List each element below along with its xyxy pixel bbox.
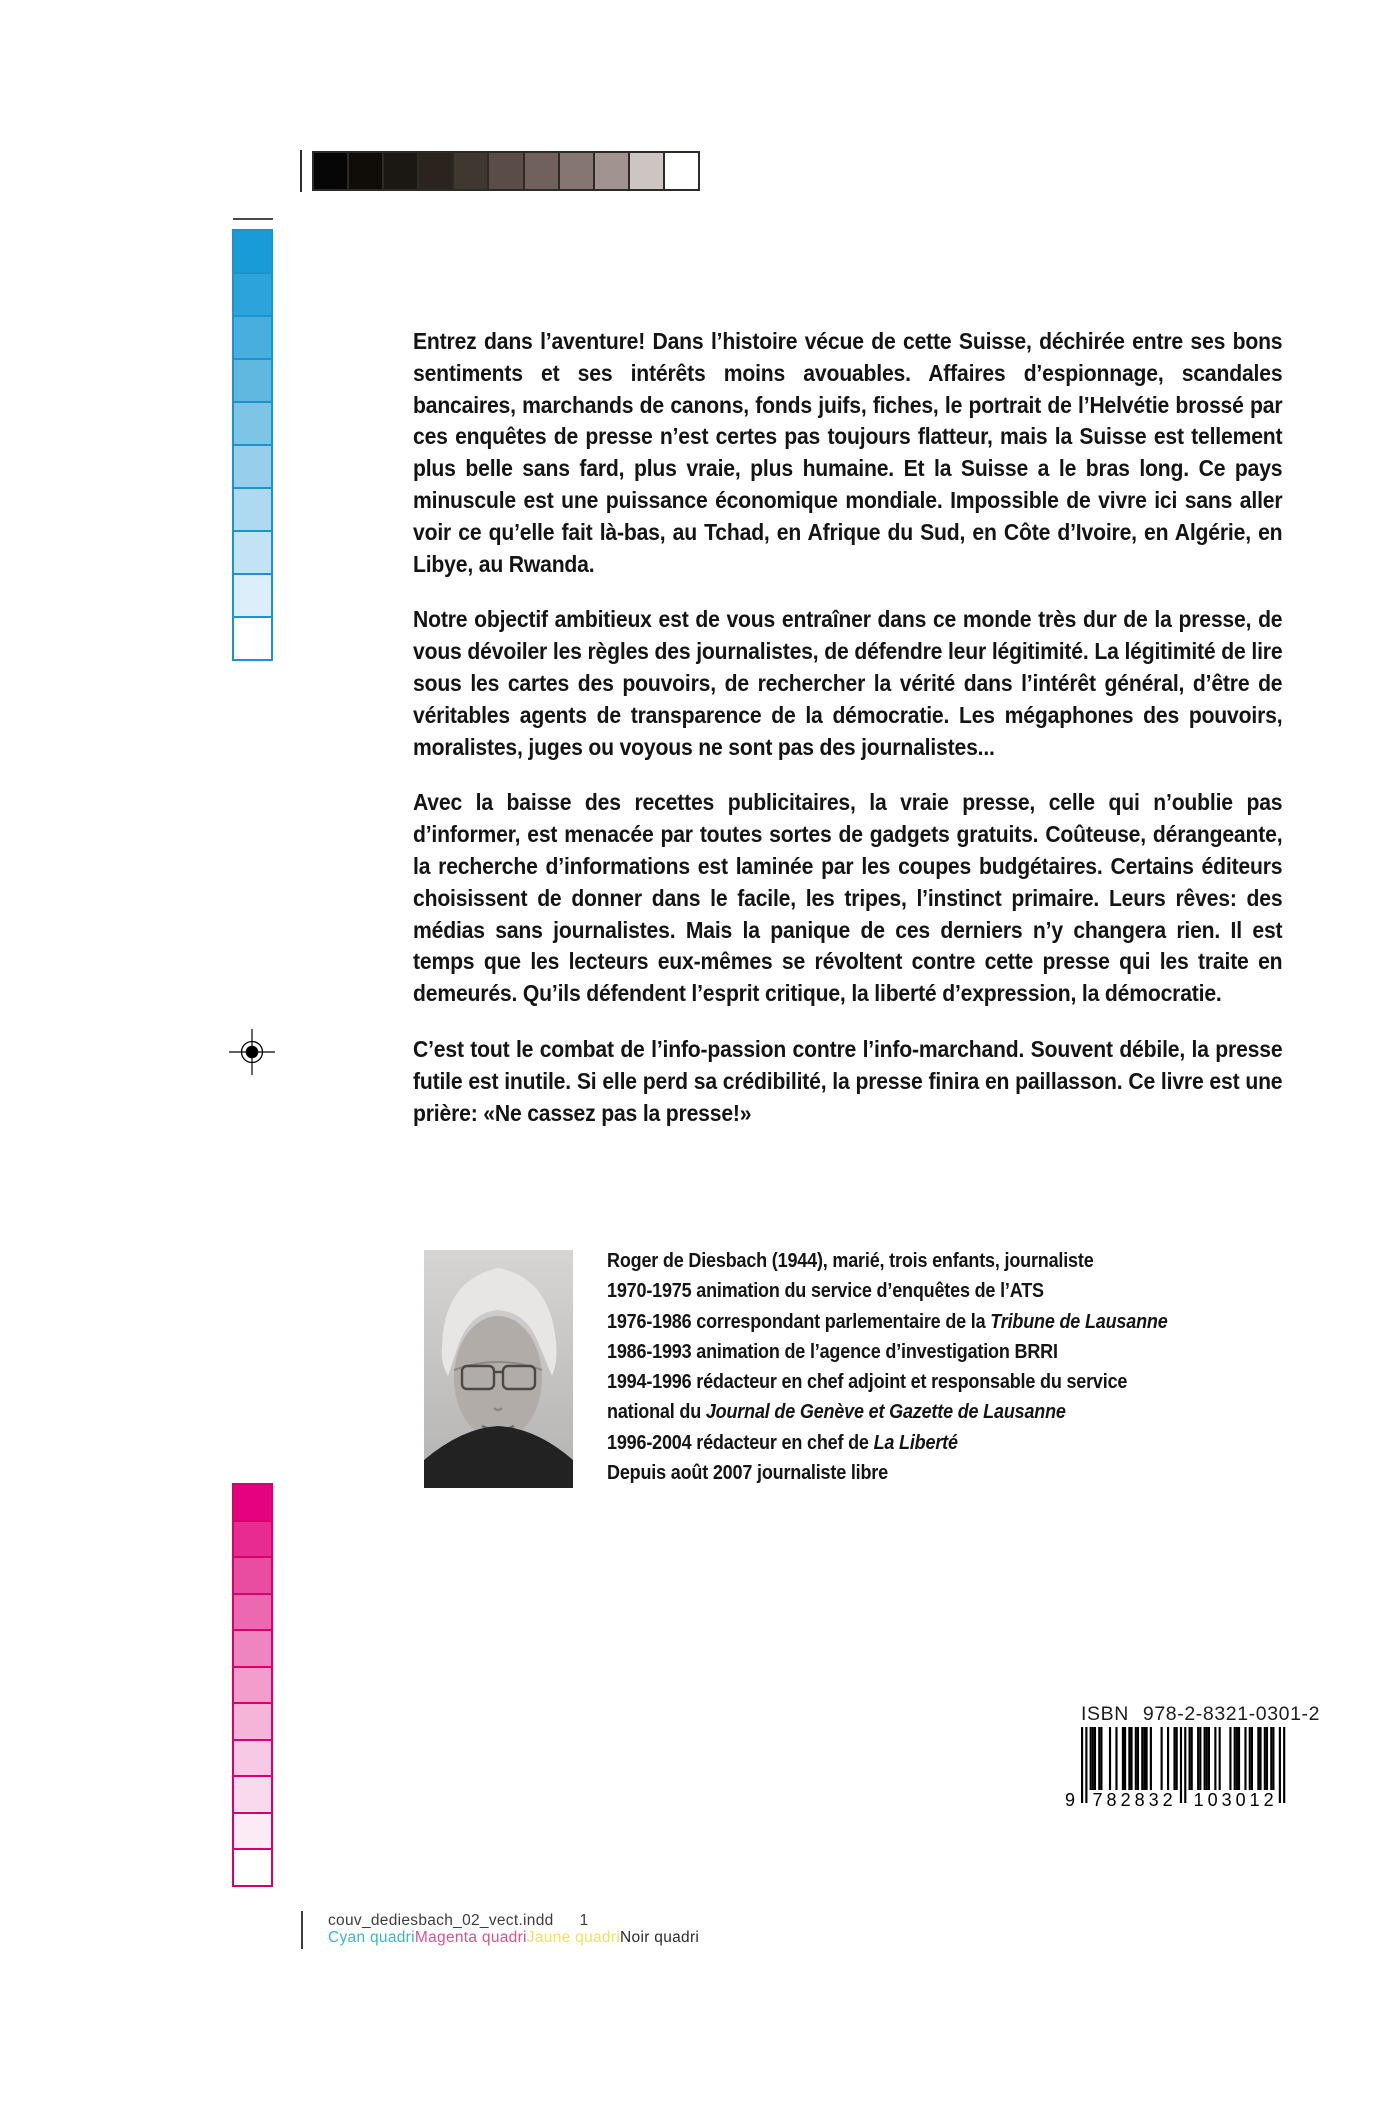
grayscale-calibration-bar — [312, 151, 700, 191]
calibration-square — [234, 360, 271, 403]
calibration-square — [234, 1704, 271, 1741]
calibration-square — [234, 1558, 271, 1595]
bio-line: Depuis août 2007 journaliste libre — [607, 1462, 888, 1485]
calibration-square — [234, 231, 271, 274]
isbn-barcode — [1063, 1727, 1287, 1821]
calibration-square — [665, 153, 698, 189]
bio-line: national du Journal de Genève et Gazette de Lausanne — [607, 1401, 1066, 1424]
calibration-square — [630, 153, 665, 189]
crop-mark — [301, 1911, 303, 1949]
calibration-square — [234, 1668, 271, 1705]
calibration-square — [234, 1741, 271, 1778]
registration-mark — [229, 1029, 275, 1075]
calibration-square — [525, 153, 560, 189]
calibration-square — [234, 575, 271, 618]
back-cover-paragraph: C’est tout le combat de l’info-passion contre l’info-marchand. Souvent débile, la presse futile est inutile. Si elle perd sa crédibilité, la presse finira en paillasson. Ce livre est une prière: «Ne cassez pas la presse!» — [413, 1035, 1283, 1126]
plate-label: Jaune quadri — [526, 1929, 621, 1946]
calibration-square — [234, 1850, 271, 1885]
plate-label: Noir quadri — [620, 1929, 700, 1946]
magenta-calibration-bar — [232, 1483, 273, 1887]
author-photo — [424, 1250, 573, 1488]
calibration-square — [234, 1485, 271, 1522]
calibration-square — [234, 317, 271, 360]
calibration-square — [234, 1522, 271, 1559]
calibration-square — [454, 153, 489, 189]
svg-text:103012: 103012 — [1193, 1790, 1278, 1810]
calibration-square — [314, 153, 349, 189]
author-bio — [607, 1246, 1237, 1488]
bio-line: Roger de Diesbach (1944), marié, trois enfants, journaliste — [607, 1250, 1094, 1272]
calibration-square — [560, 153, 595, 189]
calibration-square — [234, 618, 271, 659]
bio-line: 1996-2004 rédacteur en chef de La Liberté — [607, 1431, 958, 1454]
calibration-square — [234, 403, 271, 446]
calibration-square — [234, 489, 271, 532]
cyan-calibration-bar — [232, 229, 273, 661]
calibration-square — [234, 446, 271, 489]
calibration-square — [349, 153, 384, 189]
plate-label: Cyan quadri — [328, 1929, 415, 1946]
calibration-square — [234, 1814, 271, 1851]
crop-mark — [233, 218, 273, 220]
calibration-square — [234, 1595, 271, 1632]
calibration-square — [234, 274, 271, 317]
page-number: 1 — [579, 1912, 589, 1929]
file-info — [328, 1913, 699, 1929]
bio-line: 1970-1975 animation du service d’enquêtes de l’ATS — [607, 1280, 1044, 1303]
calibration-square — [489, 153, 524, 189]
color-plate-labels — [328, 1930, 699, 1946]
svg-text:9: 9 — [1064, 1790, 1076, 1810]
face — [454, 1316, 542, 1440]
calibration-square — [234, 532, 271, 575]
calibration-square — [595, 153, 630, 189]
calibration-square — [234, 1777, 271, 1814]
back-cover-text — [413, 326, 1282, 1153]
back-cover-paragraph: Entrez dans l’aventure! Dans l’histoire vécue de cette Suisse, déchirée entre ses bons sentiments et ses intérêts moins avouables. Affaires d’espionnage, scandales bancaires, marchands de canons, fonds juifs, fiches, le portrait de l’Helvétie brossé par ces enquêtes de presse n’est certes pas toujours flatteur, mais la Suisse est tellement plus belle sans fard, plus vraie, plus humaine. Et la Suisse a le bras long. Ce pays minuscule est une puissance économique mondiale. Impossible de vivre ici sans aller voir ce qu’elle fait là-bas, au Tchad, en Afrique du Sud, en Côte d’Ivoire, en Algérie, en Libye, au Rwanda. — [413, 328, 1283, 577]
isbn-label: ISBN 978-2-8321-0301-2 — [1081, 1703, 1321, 1725]
plate-label: Magenta quadri — [414, 1929, 527, 1946]
slug-line — [328, 1913, 699, 1946]
back-cover-paragraph: Notre objectif ambitieux est de vous entraîner dans ce monde très dur de la presse, de vous dévoiler les règles des journalistes, de défendre leur légitimité. La légitimité de lire sous les cartes des pouvoirs, de rechercher la vérité dans l’intérêt général, d’être de véritables agents de transparence de la démocratie. Les mégaphones des pouvoirs, moralistes, juges ou voyous ne sont pas des journalistes... — [413, 606, 1283, 760]
calibration-square — [419, 153, 454, 189]
svg-text:782832: 782832 — [1092, 1790, 1177, 1810]
calibration-square — [384, 153, 419, 189]
back-cover-paragraph: Avec la baisse des recettes publicitaires, la vraie presse, celle qui n’oublie pas d’informer, est menacée par toutes sortes de gadgets gratuits. Coûteuse, dérangeante, la recherche d’informations est laminée par les coupes budgétaires. Certains éditeurs choisissent de donner dans le facile, les tripes, l’instinct primaire. Leurs rêves: des médias sans journalistes. Mais la panique de ces derniers n’y changera rien. Il est temps que les lecteurs eux-mêmes se révoltent contre cette presse qui les traite en demeurés. Qu’ils défendent l’esprit critique, la liberté d’expression, la démocratie. — [413, 789, 1283, 1007]
bio-line: 1976-1986 correspondant parlementaire de la Tribune de Lausanne — [607, 1310, 1168, 1333]
file-name: couv_dediesbach_02_vect.indd — [328, 1912, 554, 1929]
calibration-square — [234, 1631, 271, 1668]
crop-mark — [300, 150, 302, 192]
bio-line: 1994-1996 rédacteur en chef adjoint et responsable du service — [607, 1371, 1128, 1394]
bio-line: 1986-1993 animation de l’agence d’investigation BRRI — [607, 1340, 1058, 1363]
